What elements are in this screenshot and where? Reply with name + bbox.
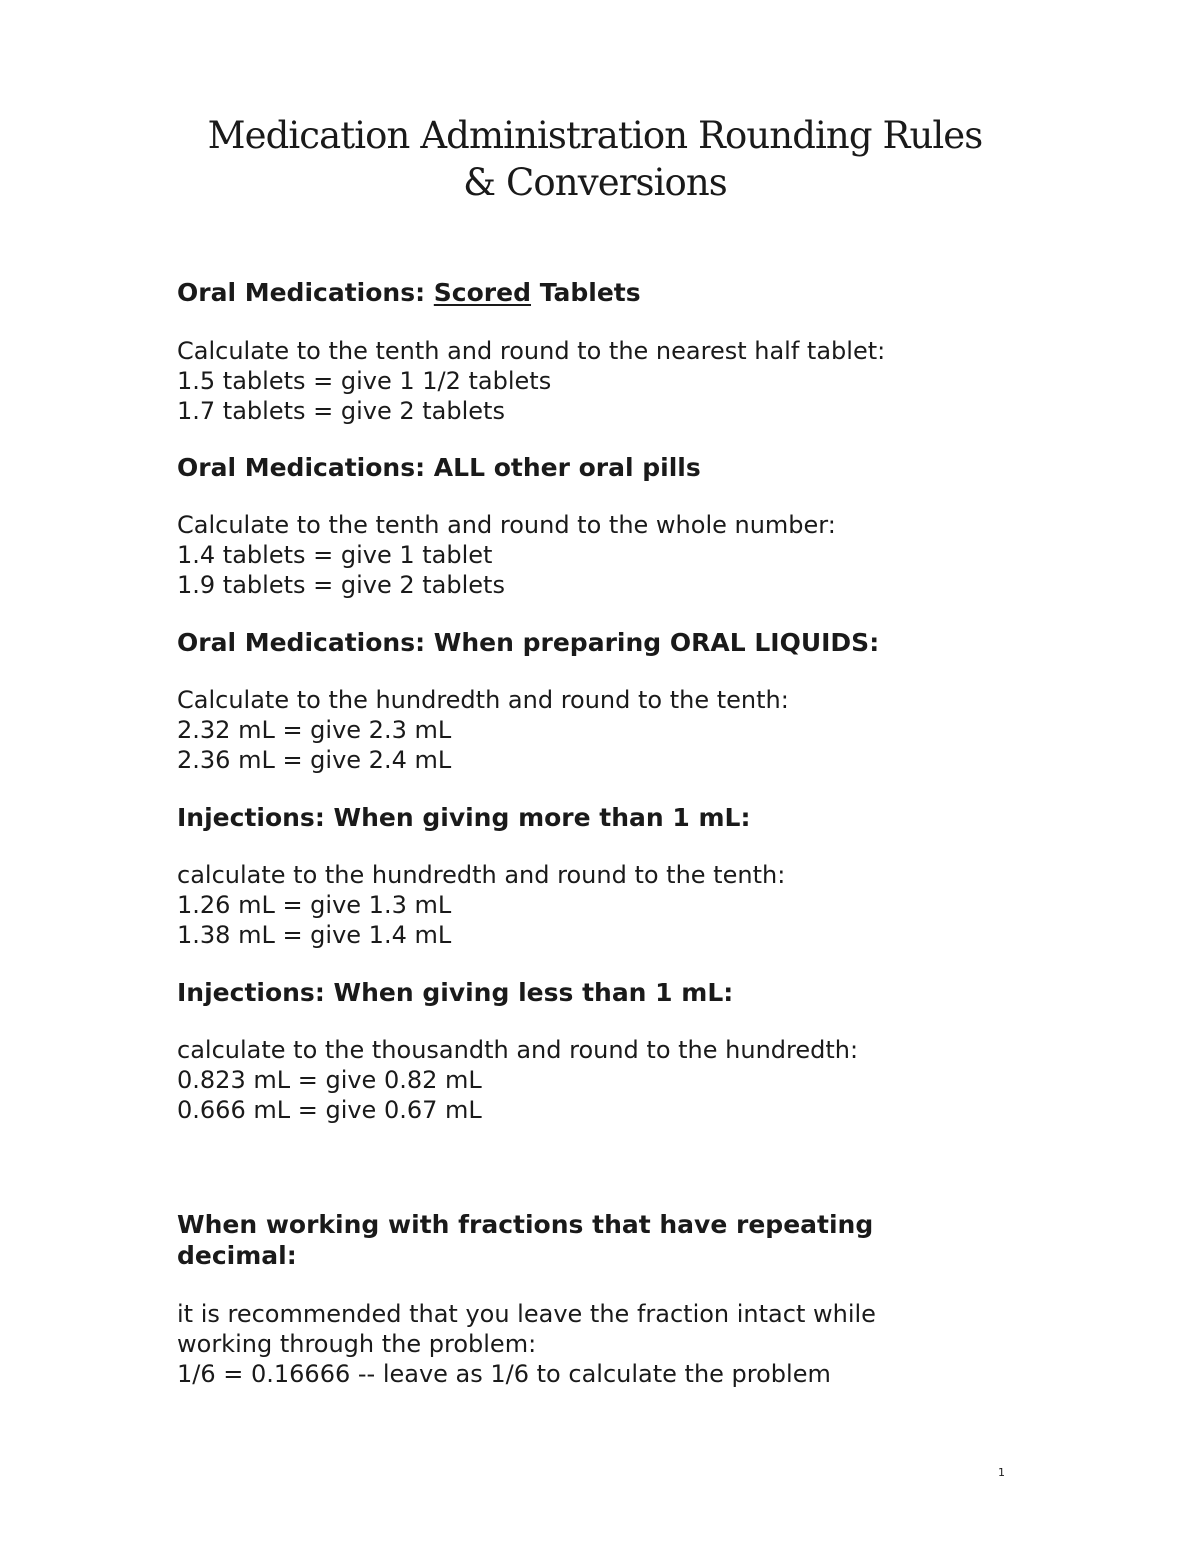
section-heading-injections-more-than-1ml: Injections: When giving more than 1 mL:	[177, 803, 751, 832]
heading-underlined-text: Scored	[433, 278, 531, 307]
title-line-2: & Conversions	[463, 161, 727, 204]
title-line-1: Medication Administration Rounding Rules	[207, 114, 983, 157]
page-number: 1	[998, 1466, 1005, 1479]
example-line: 1.26 mL = give 1.3 mL	[177, 891, 452, 919]
example-line: 2.36 mL = give 2.4 mL	[177, 746, 452, 774]
section-instruction: calculate to the hundredth and round to the tenth:	[177, 861, 786, 889]
example-line: 2.32 mL = give 2.3 mL	[177, 716, 452, 744]
example-line: 1.38 mL = give 1.4 mL	[177, 921, 452, 949]
example-line: 1.9 tablets = give 2 tablets	[177, 571, 505, 599]
section-instruction: Calculate to the hundredth and round to the tenth:	[177, 686, 789, 714]
section-instruction-cont: working through the problem:	[177, 1330, 537, 1358]
section-instruction: Calculate to the tenth and round to the nearest half tablet:	[177, 337, 886, 365]
section-heading-oral-liquids: Oral Medications: When preparing ORAL LIQUIDS:	[177, 628, 880, 657]
section-heading-scored-tablets	[177, 277, 641, 308]
section-heading-repeating-decimal-cont: decimal:	[177, 1241, 297, 1270]
heading-text: Tablets	[530, 278, 641, 307]
example-line: 1.5 tablets = give 1 1/2 tablets	[177, 367, 552, 395]
section-heading-injections-less-than-1ml: Injections: When giving less than 1 mL:	[177, 978, 734, 1007]
section-instruction: Calculate to the tenth and round to the whole number:	[177, 511, 836, 539]
example-line: 1.7 tablets = give 2 tablets	[177, 397, 505, 425]
document-title	[0, 112, 1190, 206]
section-instruction: it is recommended that you leave the fraction intact while	[177, 1300, 876, 1328]
example-line: 1/6 = 0.16666 -- leave as 1/6 to calculate the problem	[177, 1360, 831, 1388]
section-heading-other-oral-pills: Oral Medications: ALL other oral pills	[177, 453, 701, 482]
heading-text: Oral Medications:	[177, 278, 434, 307]
example-line: 0.823 mL = give 0.82 mL	[177, 1066, 482, 1094]
example-line: 0.666 mL = give 0.67 mL	[177, 1096, 482, 1124]
section-heading-repeating-decimal: When working with fractions that have repeating	[177, 1210, 874, 1239]
section-instruction: calculate to the thousandth and round to the hundredth:	[177, 1036, 859, 1064]
example-line: 1.4 tablets = give 1 tablet	[177, 541, 493, 569]
